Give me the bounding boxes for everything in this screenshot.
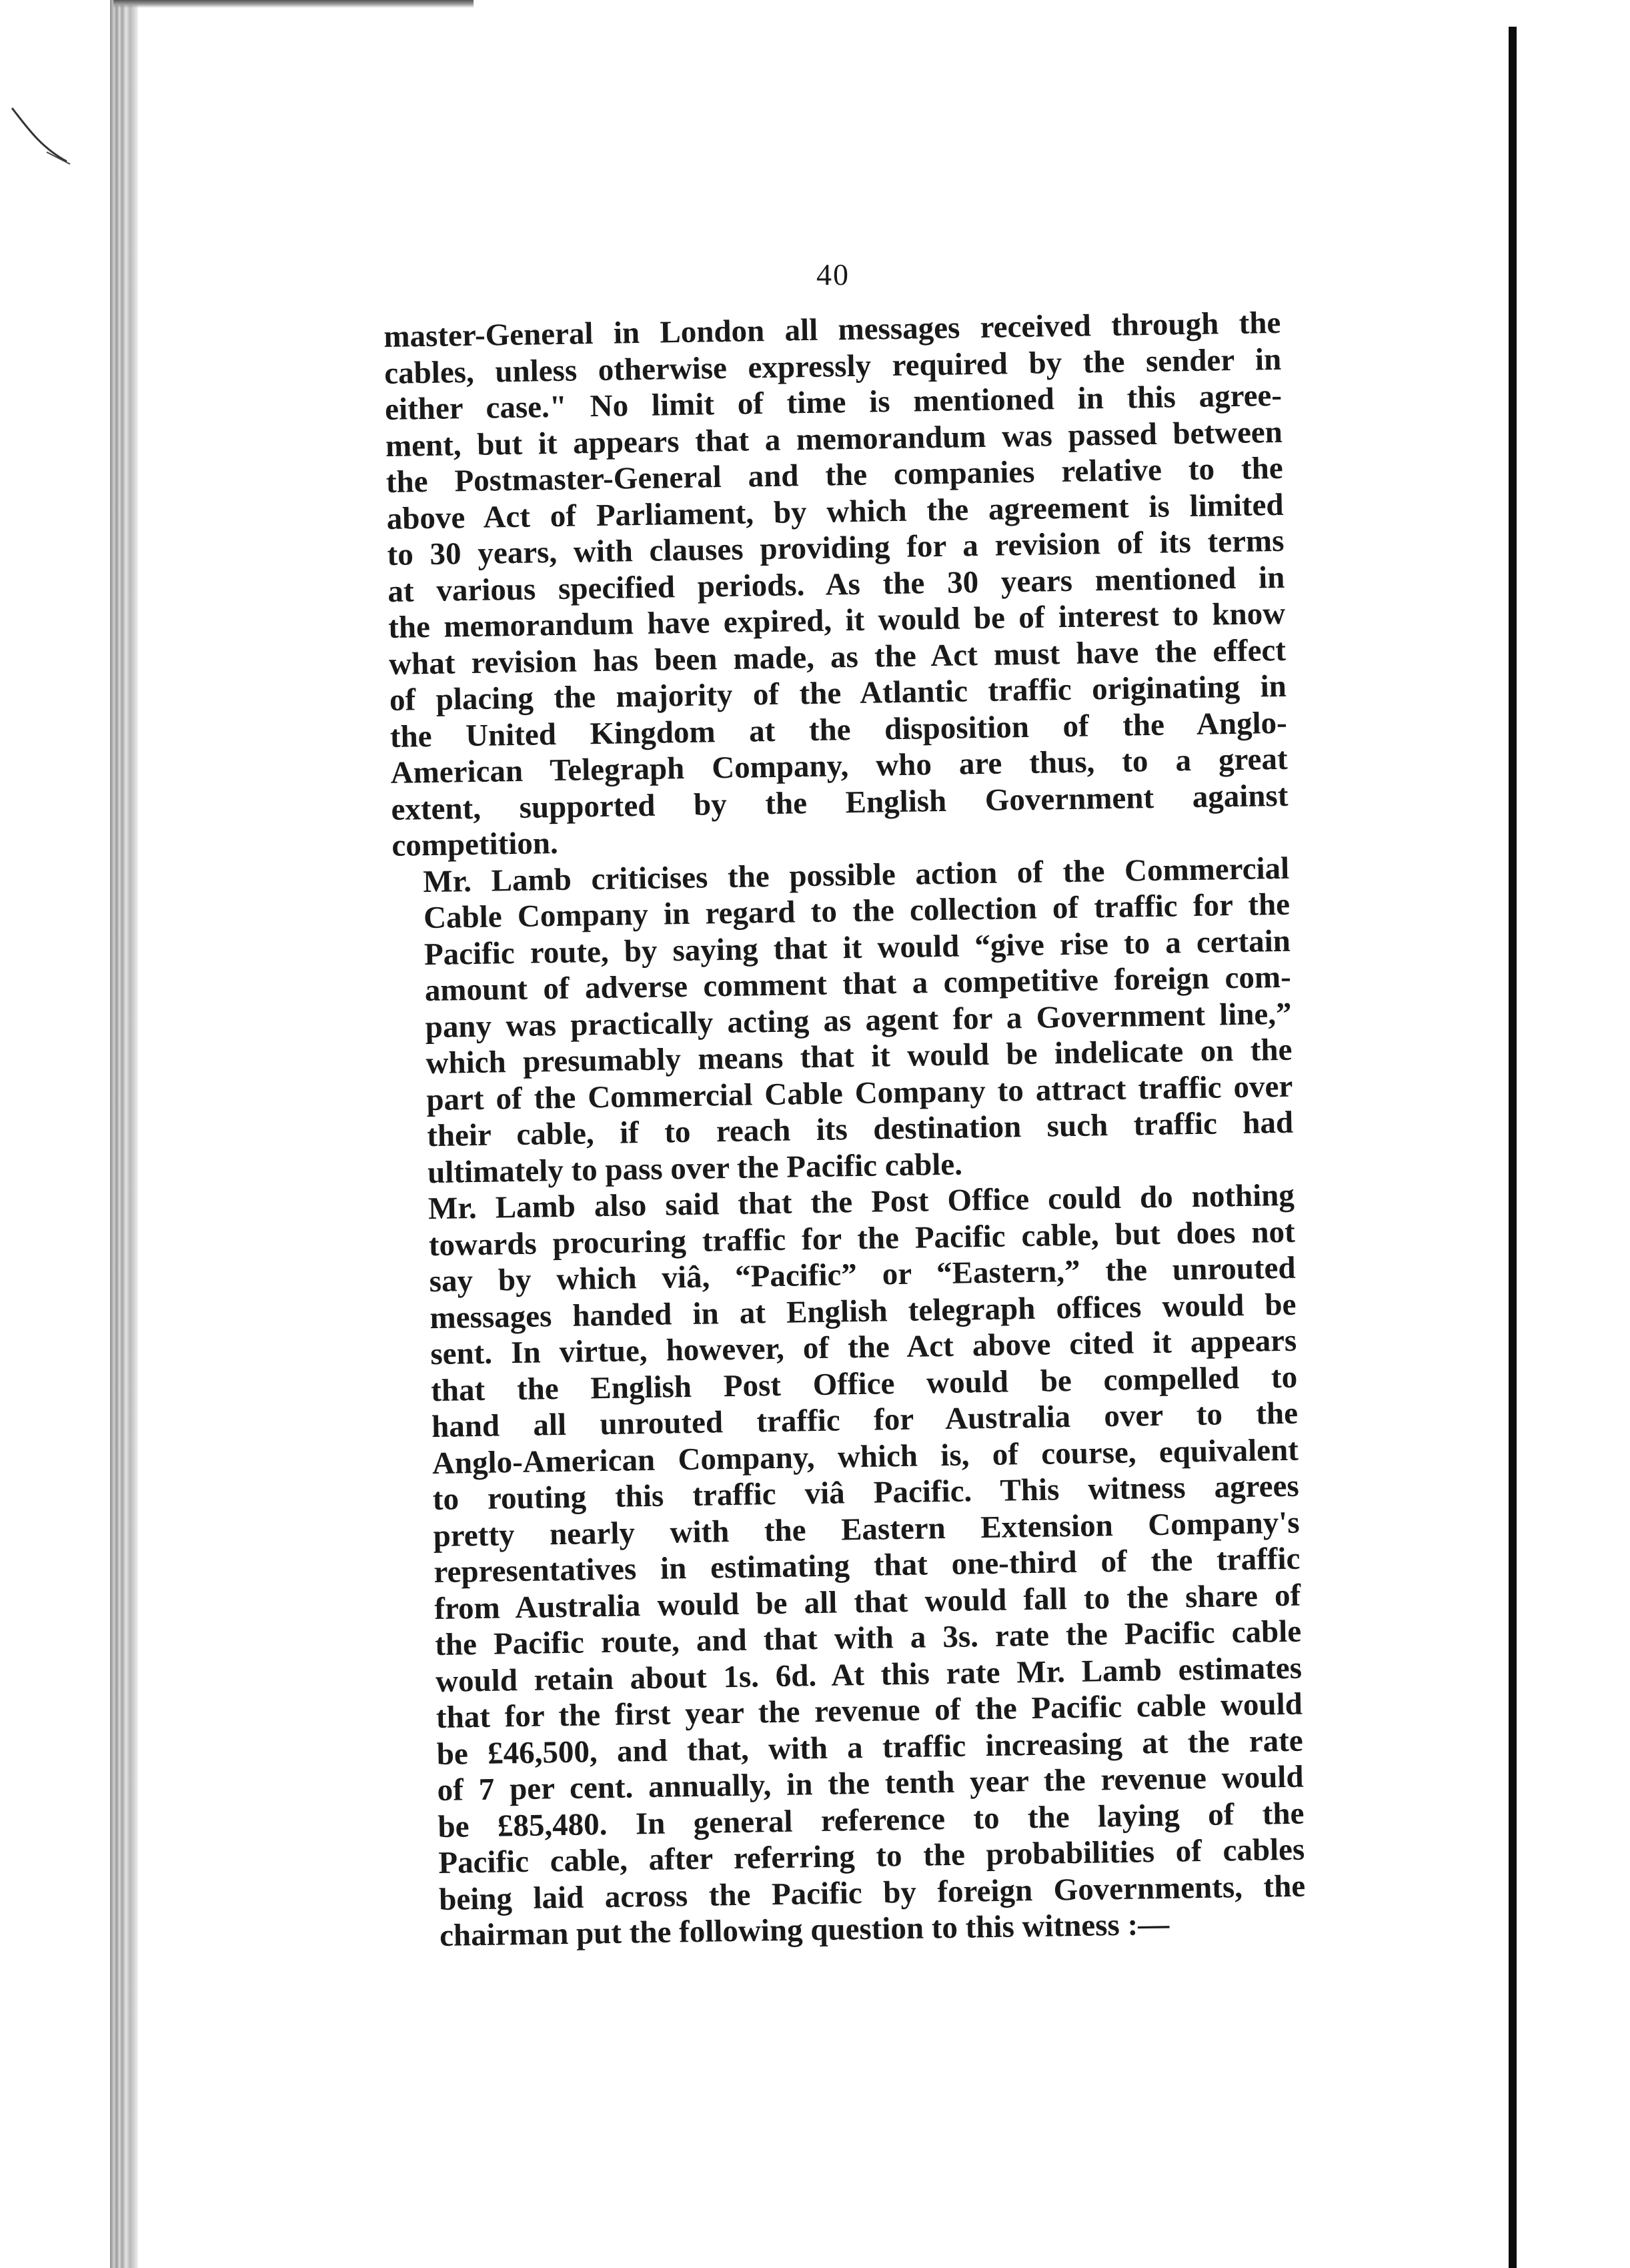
binding-shadow (113, 0, 474, 8)
text-line: at various specified periods. As the 30 years mentioned in (387, 560, 1285, 609)
text-line: pany was practically acting as agent for a Government line,” (425, 996, 1292, 1045)
text-line: either case." No limit of time is mentioned in this agree- (384, 378, 1283, 427)
text-line: Mr. Lamb criticises the possible action of the Commercial (422, 851, 1290, 899)
text-line: amount of adverse comment that a competitive foreign com- (424, 959, 1292, 1009)
body-text (383, 305, 1306, 1954)
text-line: towards procuring traffic for the Pacific cable, but does not (428, 1214, 1296, 1263)
text-line: the memorandum have expired, it would be of interest to know (387, 596, 1286, 645)
text-line: their cable, if to reach its destination such traffic had (426, 1105, 1294, 1154)
text-line: master-General in London all messages received through the (383, 305, 1281, 354)
paragraph-1 (383, 305, 1289, 865)
text-line: be £85,480. In general reference to the laying of the (438, 1796, 1305, 1844)
text-line: say by which viâ, “Pacific” or “Eastern,” the unrouted (429, 1250, 1296, 1299)
text-line: what revision has been made, as the Act must have the effect (388, 632, 1287, 682)
text-line: of 7 per cent. annually, in the tenth year the revenue would (437, 1759, 1304, 1808)
outer-margin (1517, 27, 1630, 2268)
text-line: the Postmaster-General and the companies relative to the (385, 450, 1284, 500)
text-line: from Australia would be all that would fall to the share of (434, 1578, 1301, 1626)
text-line: pretty nearly with the Eastern Extension Company's (433, 1505, 1300, 1554)
text-line: that the English Post Office would be compelled to (430, 1359, 1298, 1408)
text-line: part of the Commercial Cable Company to attract traffic over (426, 1069, 1293, 1117)
text-line: competition. (391, 825, 559, 863)
text-line: cables, unless otherwise expressly required by the sender in (383, 342, 1282, 391)
text-line: the United Kingdom at the disposition of the Anglo- (389, 705, 1288, 754)
text-line: representatives in estimating that one-third of the traffic (434, 1541, 1301, 1590)
text-line: Pacific cable, after referring to the probabilities of cables (438, 1832, 1305, 1880)
text-line: hand all unrouted traffic for Australia over to the (431, 1395, 1299, 1445)
text-line: Mr. Lamb also said that the Post Office could do nothing (428, 1177, 1295, 1227)
text-line: be £46,500, and that, with a traffic increasing at the rate (436, 1723, 1304, 1772)
text-line: American Telegraph Company, who are thus, to a great (390, 741, 1288, 790)
text-line: to routing this traffic viâ Pacific. This witness agrees (432, 1468, 1300, 1518)
paragraph-2 (392, 850, 1295, 1191)
text-line: being laid across the Pacific by foreign Governments, the (438, 1868, 1306, 1917)
text-line: Anglo-American Company, which is, of course, equivalent (432, 1432, 1299, 1481)
text-line: the Pacific route, and that with a 3s. rate the Pacific cable (434, 1614, 1302, 1663)
facing-page-edge (1509, 27, 1517, 2268)
page-curl-mark (7, 100, 100, 173)
text-line: Cable Company in regard to the collection of traffic for the (423, 887, 1291, 936)
text-line: that for the first year the revenue of the Pacific cable would (436, 1686, 1303, 1736)
text-line: above Act of Parliament, by which the agreement is limited (386, 487, 1284, 536)
book-binding-edge (110, 0, 138, 2268)
page-number: 40 (816, 257, 850, 292)
text-line: Pacific route, by saying that it would “give rise to a certain (424, 923, 1291, 972)
text-line: chairman put the following question to this witness :— (439, 1906, 1170, 1953)
paragraph-3 (397, 1177, 1307, 1954)
text-line: would retain about 1s. 6d. At this rate Mr. Lamb estimates (435, 1650, 1303, 1699)
text-line: ment, but it appears that a memorandum was passed between (385, 414, 1283, 464)
text-line: of placing the majority of the Atlantic traffic originating in (389, 668, 1287, 718)
text-line: sent. In virtue, however, of the Act above cited it appears (430, 1323, 1297, 1372)
text-line: ultimately to pass over the Pacific cable. (427, 1147, 963, 1190)
text-line: messages handed in at English telegraph offices would be (430, 1287, 1297, 1335)
text-line: extent, supported by the English Government against (391, 778, 1289, 827)
text-line: to 30 years, with clauses providing for a revision of its terms (387, 523, 1285, 572)
text-line: which presumably means that it would be indelicate on the (426, 1032, 1293, 1081)
